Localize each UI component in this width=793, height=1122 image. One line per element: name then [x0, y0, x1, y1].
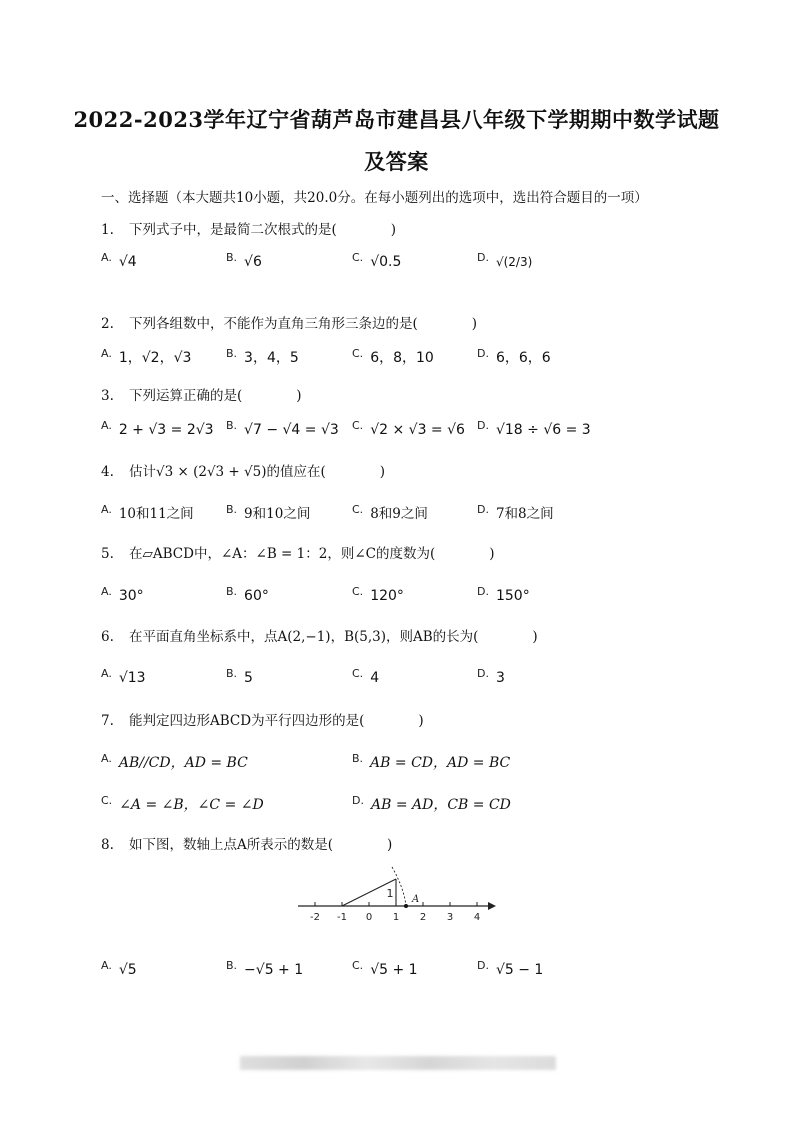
- option-value: 8和9之间: [370, 506, 428, 522]
- question-text: 下列运算正确的是( ): [129, 388, 302, 404]
- option-a: [101, 347, 191, 367]
- option-d: [352, 794, 511, 814]
- question-1: [101, 218, 396, 238]
- option-c: [352, 585, 404, 604]
- question-number: 6.: [101, 629, 114, 645]
- question-number: 7.: [101, 713, 114, 729]
- option-value: √2 × √3 = √6: [370, 422, 465, 438]
- question-4: [101, 460, 385, 480]
- option-label: D.: [477, 251, 489, 264]
- option-d: [477, 585, 530, 604]
- option-label: B.: [352, 752, 364, 765]
- question-6: [101, 625, 538, 645]
- option-value: 30°: [118, 588, 144, 604]
- option-value: ∠A = ∠B，∠C = ∠D: [119, 797, 264, 813]
- option-value: 3: [495, 670, 505, 686]
- option-value: AB = AD，CB = CD: [370, 797, 511, 813]
- question-text: 下列各组数中，不能作为直角三角形三条边的是( ): [129, 316, 478, 332]
- option-label: A.: [101, 503, 112, 516]
- option-c: [352, 667, 380, 686]
- option-value: 2 + √3 = 2√3: [118, 422, 214, 438]
- option-b: [226, 585, 269, 604]
- question-text: 估计√3 × (2√3 + √5)的值应在( ): [129, 464, 386, 480]
- option-label: C.: [352, 667, 364, 680]
- tick-label: 2: [419, 912, 427, 923]
- tick-label: -2: [310, 912, 320, 923]
- option-label: C.: [352, 347, 364, 360]
- option-b: [226, 959, 304, 978]
- option-label: D.: [477, 503, 489, 516]
- option-a: [101, 419, 214, 438]
- point-a: [404, 904, 408, 908]
- option-c: [352, 959, 418, 978]
- option-value: √7 − √4 = √3: [244, 422, 339, 438]
- option-value: 10和11之间: [118, 506, 194, 522]
- option-d: [477, 419, 591, 438]
- option-label: D.: [477, 959, 489, 972]
- option-value: 5: [244, 670, 253, 686]
- option-value: √18 ÷ √6 = 3: [495, 422, 591, 438]
- option-value: √4: [118, 254, 137, 270]
- option-value: √(2/3): [495, 255, 533, 269]
- option-label: A.: [101, 347, 112, 360]
- option-b: [226, 347, 299, 367]
- option-a: [101, 752, 248, 772]
- option-b: [226, 251, 262, 270]
- option-label: C.: [352, 585, 364, 598]
- tick-label: 3: [446, 912, 454, 923]
- option-value: 60°: [244, 588, 269, 604]
- option-a: [101, 251, 137, 270]
- option-b: [226, 667, 253, 686]
- question-number: 3.: [101, 388, 114, 404]
- option-label: C.: [352, 251, 364, 264]
- option-label: B.: [226, 503, 238, 516]
- question-text: 在▱ABCD中，∠A：∠B = 1：2，则∠C的度数为( ): [129, 546, 495, 562]
- option-value: 3，4，5: [244, 350, 299, 366]
- option-a: [101, 667, 146, 686]
- option-value: 7和8之间: [495, 506, 554, 522]
- option-value: 6，6，6: [495, 350, 551, 366]
- question-number: 8.: [101, 837, 114, 853]
- question-number: 4.: [101, 464, 114, 480]
- option-label: A.: [101, 667, 112, 680]
- option-d: [477, 347, 551, 367]
- option-label: A.: [101, 959, 112, 972]
- option-label: D.: [477, 347, 489, 360]
- blurred-footer: [240, 1056, 556, 1070]
- option-value: 6，8，10: [370, 350, 434, 366]
- option-c: [101, 794, 264, 814]
- question-3: [101, 384, 302, 404]
- option-b: [226, 419, 339, 438]
- label-point-a: A: [412, 894, 420, 905]
- option-value: 4: [370, 670, 380, 686]
- option-label: D.: [477, 585, 489, 598]
- question-number: 2.: [101, 316, 114, 332]
- section-heading: 一、选择题（本大题共10小题，共20.0分。在每小题列出的选项中，选出符合题目的一项）: [101, 190, 648, 206]
- option-value: 1，√2，√3: [118, 350, 192, 366]
- page-title-line2: 及答案: [364, 149, 429, 174]
- option-label: D.: [477, 667, 489, 680]
- option-label: C.: [352, 959, 364, 972]
- question-5: [101, 542, 495, 562]
- option-value: AB = CD，AD = BC: [370, 755, 511, 771]
- option-label: A.: [101, 419, 112, 432]
- tick-label: 4: [473, 912, 481, 923]
- option-label: A.: [101, 585, 112, 598]
- option-c: [352, 347, 434, 367]
- option-label: A.: [101, 251, 112, 264]
- option-d: [477, 502, 554, 522]
- option-label: B.: [226, 419, 238, 432]
- option-label: C.: [101, 794, 113, 807]
- question-text: 下列式子中，是最简二次根式的是( ): [129, 222, 397, 238]
- option-b: [352, 752, 510, 772]
- option-value: 9和10之间: [244, 506, 311, 522]
- option-d: [477, 959, 544, 978]
- option-label: C.: [352, 419, 364, 432]
- option-value: 150°: [495, 588, 530, 604]
- option-c: [352, 419, 465, 438]
- option-value: √5 + 1: [370, 962, 418, 978]
- option-c: [352, 502, 428, 522]
- option-value: √13: [118, 670, 146, 686]
- number-line-figure: [292, 862, 512, 926]
- arc-dashed: [392, 867, 406, 906]
- option-b: [226, 502, 310, 522]
- axis-arrow: [488, 902, 496, 910]
- option-c: [352, 251, 402, 270]
- question-number: 1.: [101, 222, 114, 238]
- option-a: [101, 585, 144, 604]
- tick-label: 0: [365, 912, 373, 923]
- question-number: 5.: [101, 546, 114, 562]
- option-label: B.: [226, 959, 238, 972]
- tick-label: 1: [392, 912, 400, 923]
- option-label: B.: [226, 585, 238, 598]
- option-value: 120°: [370, 588, 404, 604]
- label-one: 1: [386, 887, 394, 900]
- page-title-line1: 2022-2023学年辽宁省葫芦岛市建昌县八年级下学期期中数学试题: [73, 107, 720, 132]
- question-text: 在平面直角坐标系中，点A(2,−1)，B(5,3)，则AB的长为( ): [129, 629, 538, 645]
- option-d: [477, 667, 505, 686]
- option-label: B.: [226, 667, 238, 680]
- option-label: B.: [226, 251, 238, 264]
- option-value: √0.5: [370, 254, 402, 270]
- question-2: [101, 312, 477, 332]
- option-value: √5 − 1: [495, 962, 544, 978]
- option-label: B.: [226, 347, 238, 360]
- option-label: A.: [101, 752, 112, 765]
- option-a: [101, 959, 137, 978]
- question-7: [101, 709, 424, 729]
- question-text: 如下图，数轴上点A所表示的数是( ): [129, 837, 393, 853]
- option-d: [477, 251, 533, 270]
- question-text: 能判定四边形ABCD为平行四边形的是( ): [129, 713, 424, 729]
- option-label: C.: [352, 503, 364, 516]
- option-value: AB//CD，AD = BC: [118, 755, 248, 771]
- option-label: D.: [477, 419, 489, 432]
- option-a: [101, 502, 194, 522]
- option-label: D.: [352, 794, 364, 807]
- option-value: √6: [244, 254, 262, 270]
- option-value: −√5 + 1: [244, 962, 304, 978]
- tick-label: -1: [337, 912, 347, 923]
- question-8: [101, 833, 392, 853]
- option-value: √5: [118, 962, 137, 978]
